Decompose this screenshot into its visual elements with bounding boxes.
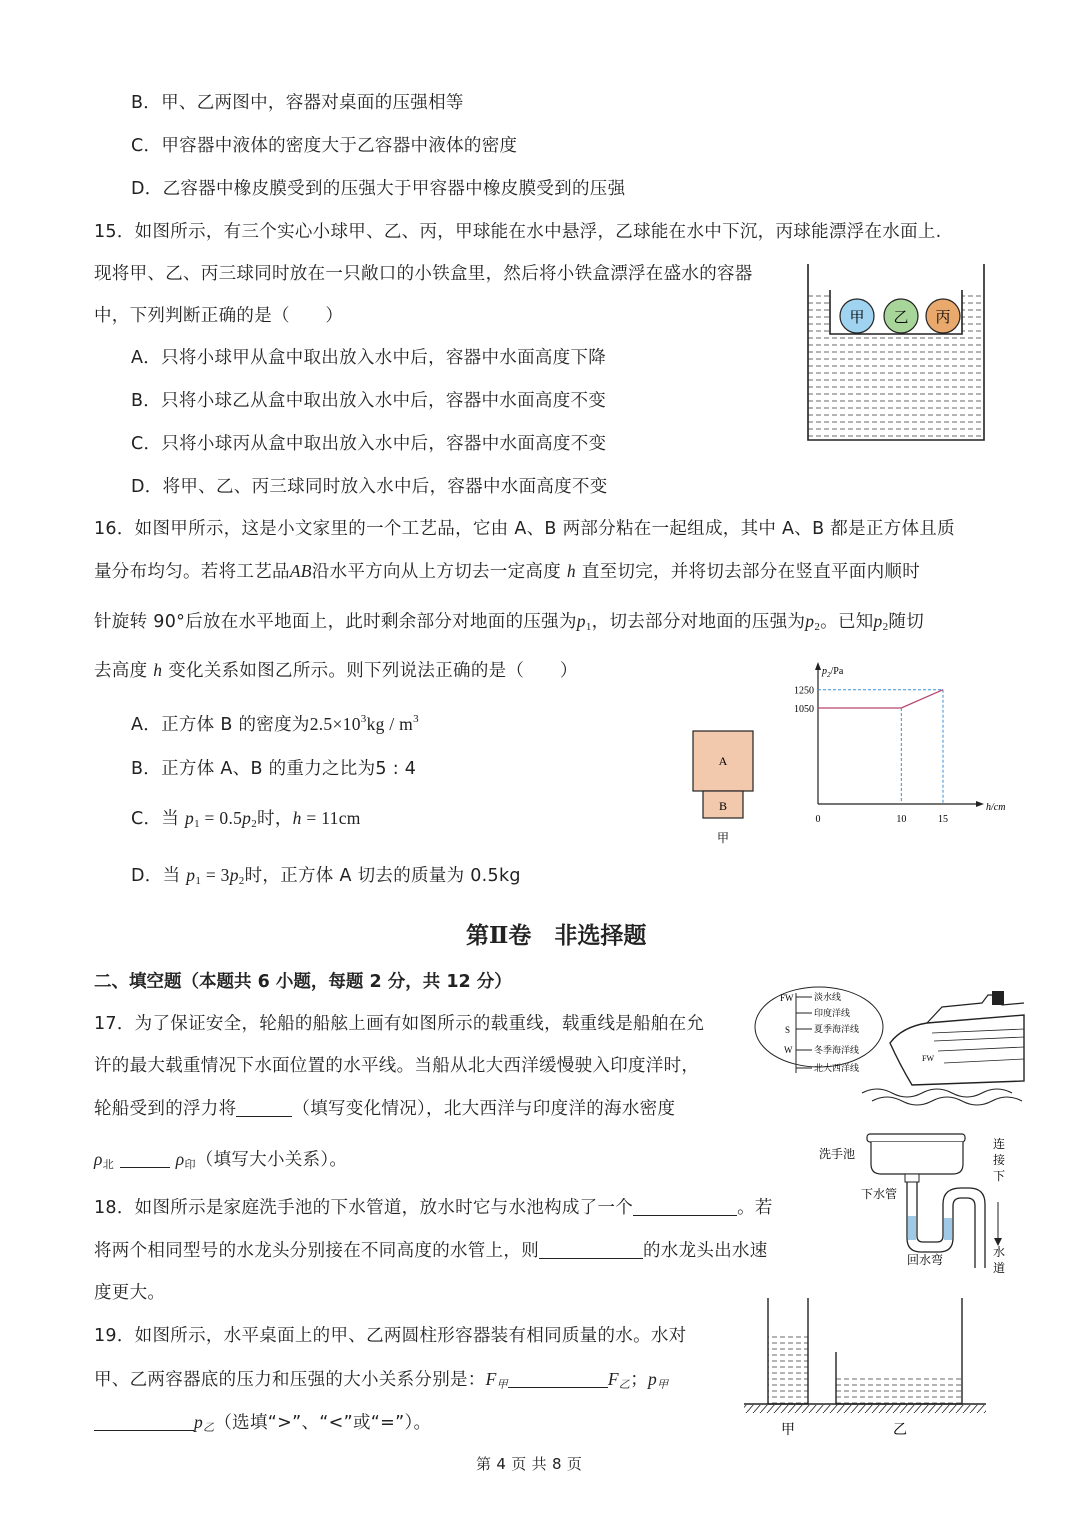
svg-text:连: 连 <box>993 1137 1006 1151</box>
svg-text:甲: 甲 <box>716 831 730 845</box>
ball-jia <box>840 299 874 333</box>
svg-text:印度洋线: 印度洋线 <box>814 1008 851 1018</box>
q17-stem-line1: 17．为了保证安全，轮船的船舷上画有如图所示的载重线，载重线是船舶在允 <box>94 1014 705 1034</box>
svg-text:W: W <box>784 1045 793 1055</box>
q16-pressure-chart <box>780 662 1006 847</box>
q14-option-b: B．甲、乙两图中，容器对桌面的压强相等 <box>131 93 464 113</box>
svg-text:FW: FW <box>780 993 794 1003</box>
svg-text:A: A <box>718 754 728 768</box>
q18-stem-line1: 18．如图所示是家庭洗手池的下水管道，放水时它与水池构成了一个 。若 <box>94 1198 773 1218</box>
svg-text:淡水线: 淡水线 <box>814 992 842 1002</box>
x-tick-label: 10 <box>896 814 907 825</box>
q16-option-d: D．当 $p_1 = 3p_2$时，正方体 A 切去的质量为 0.5kg <box>131 865 521 887</box>
q16-option-c: C．当 $p_1 = 0.5p_2$时，h = 11cm <box>131 808 361 830</box>
q19-blank-1[interactable] <box>508 1369 608 1388</box>
q15-option-c: C．只将小球丙从盒中取出放入水中后，容器中水面高度不变 <box>131 434 607 454</box>
q17-blank-1[interactable] <box>236 1098 292 1117</box>
q18-stem-line3: 度更大。 <box>94 1283 166 1303</box>
page-footer: 第 4 页 共 8 页 <box>476 1455 583 1473</box>
q17-stem-line2: 许的最大载重情况下水面位置的水平线。当船从北大西洋缓慢驶入印度洋时， <box>94 1056 700 1076</box>
q16-option-b: B．正方体 A、B 的重力之比为5 : 4 <box>131 759 417 779</box>
section-title: 第Ⅱ卷 非选择题 <box>466 922 647 949</box>
svg-text:道: 道 <box>993 1261 1006 1275</box>
q16-stem-line1: 16．如图甲所示，这是小文家里的一个工艺品，它由 A、B 两部分粘在一起组成，其中 A、B 都是正方体且质 <box>94 519 955 539</box>
x-axis-arrow <box>976 801 984 807</box>
y-tick-label: 1050 <box>794 704 814 715</box>
svg-text:下: 下 <box>993 1169 1006 1183</box>
x-tick-label: 0 <box>815 814 821 825</box>
svg-text:FW: FW <box>922 1054 934 1063</box>
q15-option-a: A．只将小球甲从盒中取出放入水中后，容器中水面高度下降 <box>131 348 607 368</box>
q19-stem-line3: $p_乙$（选填“>”、“<”或“=”）。 <box>94 1410 431 1440</box>
x-tick-label: 15 <box>938 814 948 825</box>
q17-blank-2[interactable] <box>120 1149 170 1168</box>
q16-stem-line2: 量分布均匀。若将工艺品AB沿水平方向从上方切去一定高度 h 直至切完，并将切去部分在竖直平面内顺时 <box>94 561 921 582</box>
svg-text:乙: 乙 <box>893 310 909 326</box>
svg-text:甲: 甲 <box>781 1423 795 1438</box>
q17-ship-figure <box>752 985 1027 1107</box>
svg-text:丙: 丙 <box>935 310 951 326</box>
y-tick-label: 1250 <box>794 685 814 697</box>
q16-stem-line4: 去高度 h 变化关系如图乙所示。则下列说法正确的是（ ） <box>94 660 578 681</box>
svg-text:夏季海洋线: 夏季海洋线 <box>814 1024 860 1034</box>
ball-bing <box>926 299 960 333</box>
q18-blank-1[interactable] <box>633 1197 737 1216</box>
svg-text:北大西洋线: 北大西洋线 <box>814 1063 860 1073</box>
q17-stem-line4: $\rho_北$ $\rho_印$（填写大小关系）。 <box>94 1149 348 1171</box>
q16-option-a: A．正方体 B 的密度为$2.5\times 10^3kg / m^3$ <box>131 713 419 735</box>
svg-text:S: S <box>785 1025 791 1035</box>
q14-option-c: C．甲容器中液体的密度大于乙容器中液体的密度 <box>131 136 518 156</box>
y-axis-label: $p_2/Pa$ <box>822 666 844 679</box>
q15-stem-line3: 中，下列判断正确的是（ ） <box>94 306 344 326</box>
q15-option-d: D．将甲、乙、丙三球同时放入水中后，容器中水面高度不变 <box>131 477 608 497</box>
ball-yi <box>884 299 918 333</box>
svg-text:B: B <box>718 799 728 813</box>
q14-option-d: D．乙容器中橡皮膜受到的压强大于甲容器中橡皮膜受到的压强 <box>131 179 626 199</box>
q15-container-figure <box>800 258 990 448</box>
q19-stem-line2: 甲、乙两容器底的压力和压强的大小关系分别是：$F_甲$ $F_乙$；$p_甲$ <box>94 1369 669 1391</box>
q15-stem-line2: 现将甲、乙、丙三球同时放在一只敞口的小铁盒里，然后将小铁盒漂浮在盛水的容器 <box>94 264 753 284</box>
q15-stem-line1: 15．如图所示，有三个实心小球甲、乙、丙，甲球能在水中悬浮，乙球能在水中下沉，丙球能漂浮在水面上. <box>94 222 942 242</box>
svg-text:水: 水 <box>993 1245 1006 1259</box>
svg-text:乙: 乙 <box>893 1423 907 1438</box>
svg-text:接: 接 <box>993 1153 1006 1167</box>
q18-stem-line2: 将两个相同型号的水龙头分别接在不同高度的水管上，则 的水龙头出水速 <box>94 1241 768 1261</box>
svg-text:回水弯: 回水弯 <box>907 1253 944 1267</box>
q19-containers-figure <box>740 1292 990 1442</box>
q16-cubes-figure <box>685 725 765 850</box>
svg-text:下水管: 下水管 <box>861 1187 898 1201</box>
svg-text:洗手池: 洗手池 <box>819 1147 856 1161</box>
svg-text:甲: 甲 <box>849 310 865 326</box>
q19-blank-2[interactable] <box>94 1412 194 1431</box>
y-axis-arrow <box>815 662 821 670</box>
q16-stem-line3: 针旋转 90°后放在水平地面上，此时剩余部分对地面的压强为$p_1$，切去部分对地面的压强为$p_2$。已知$p_2$随切 <box>94 611 925 633</box>
q18-blank-2[interactable] <box>539 1240 643 1259</box>
q19-stem-line1: 19．如图所示，水平桌面上的甲、乙两圆柱形容器装有相同质量的水。水对 <box>94 1326 687 1346</box>
svg-text:冬季海洋线: 冬季海洋线 <box>814 1045 860 1055</box>
q15-option-b: B．只将小球乙从盒中取出放入水中后，容器中水面高度不变 <box>131 391 607 411</box>
q18-sink-figure <box>815 1128 1035 1280</box>
x-axis-label: h/cm <box>986 802 1006 813</box>
section-heading: 二、填空题（本题共 6 小题，每题 2 分，共 12 分） <box>94 972 512 992</box>
series-line <box>818 690 943 708</box>
q17-stem-line3: 轮船受到的浮力将 （填写变化情况），北大西洋与印度洋的海水密度 <box>94 1099 676 1119</box>
